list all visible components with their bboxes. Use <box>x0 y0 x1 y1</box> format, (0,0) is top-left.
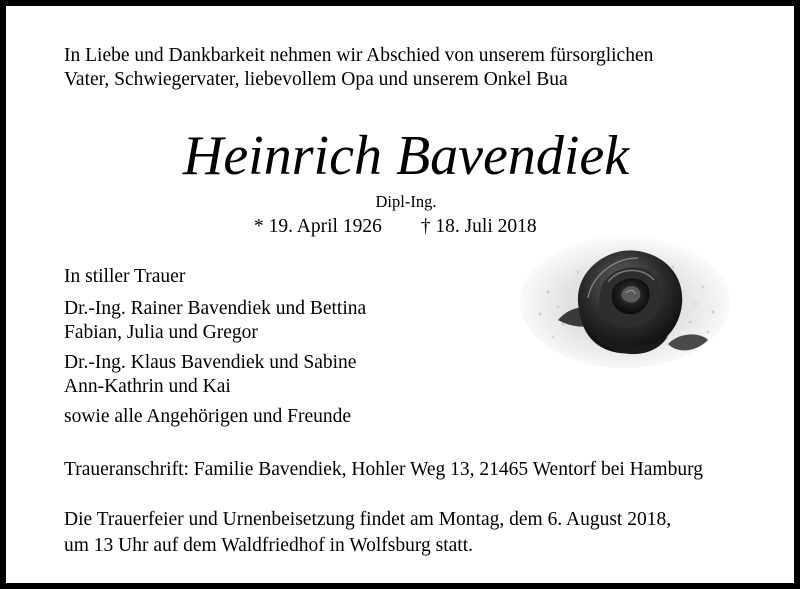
birth-date: * 19. April 1926 <box>254 216 382 237</box>
service-line-2: um 13 Uhr auf dem Waldfriedhof in Wolfsburg statt. <box>64 535 474 556</box>
mourner-family-1-line-2: Fabian, Julia und Gregor <box>64 322 258 343</box>
intro-line-2: Vater, Schwiegervater, liebevollem Opa und unserem Onkel Bua <box>64 69 568 90</box>
intro-line-1: In Liebe und Dankbarkeit nehmen wir Abschied von unserem fürsorglichen <box>64 45 654 66</box>
service-line-1: Die Trauerfeier und Urnenbeisetzung findet am Montag, dem 6. August 2018, <box>64 509 672 530</box>
mourning-address: Traueranschrift: Familie Bavendiek, Hohler Weg 13, 21465 Wentorf bei Hamburg <box>64 459 703 480</box>
deceased-name: Heinrich Bavendiek <box>182 125 630 187</box>
mourner-family-2-line-2: Ann-Kathrin und Kai <box>64 376 231 397</box>
academic-title: Dipl-Ing. <box>375 192 437 211</box>
mourner-family-1-line-1: Dr.-Ing. Rainer Bavendiek und Bettina <box>64 298 367 319</box>
mourners-heading: In stiller Trauer <box>64 266 186 287</box>
life-dates <box>254 215 537 239</box>
other-mourners: sowie alle Angehörigen und Freunde <box>64 406 352 427</box>
intro-text <box>64 44 653 92</box>
death-date: † 18. Juli 2018 <box>420 216 537 237</box>
mourner-family-1 <box>64 297 366 345</box>
rose-icon <box>518 232 732 370</box>
mourner-family-2 <box>64 351 356 399</box>
mourner-family-2-line-1: Dr.-Ing. Klaus Bavendiek und Sabine <box>64 352 357 373</box>
funeral-service-info <box>64 507 671 559</box>
